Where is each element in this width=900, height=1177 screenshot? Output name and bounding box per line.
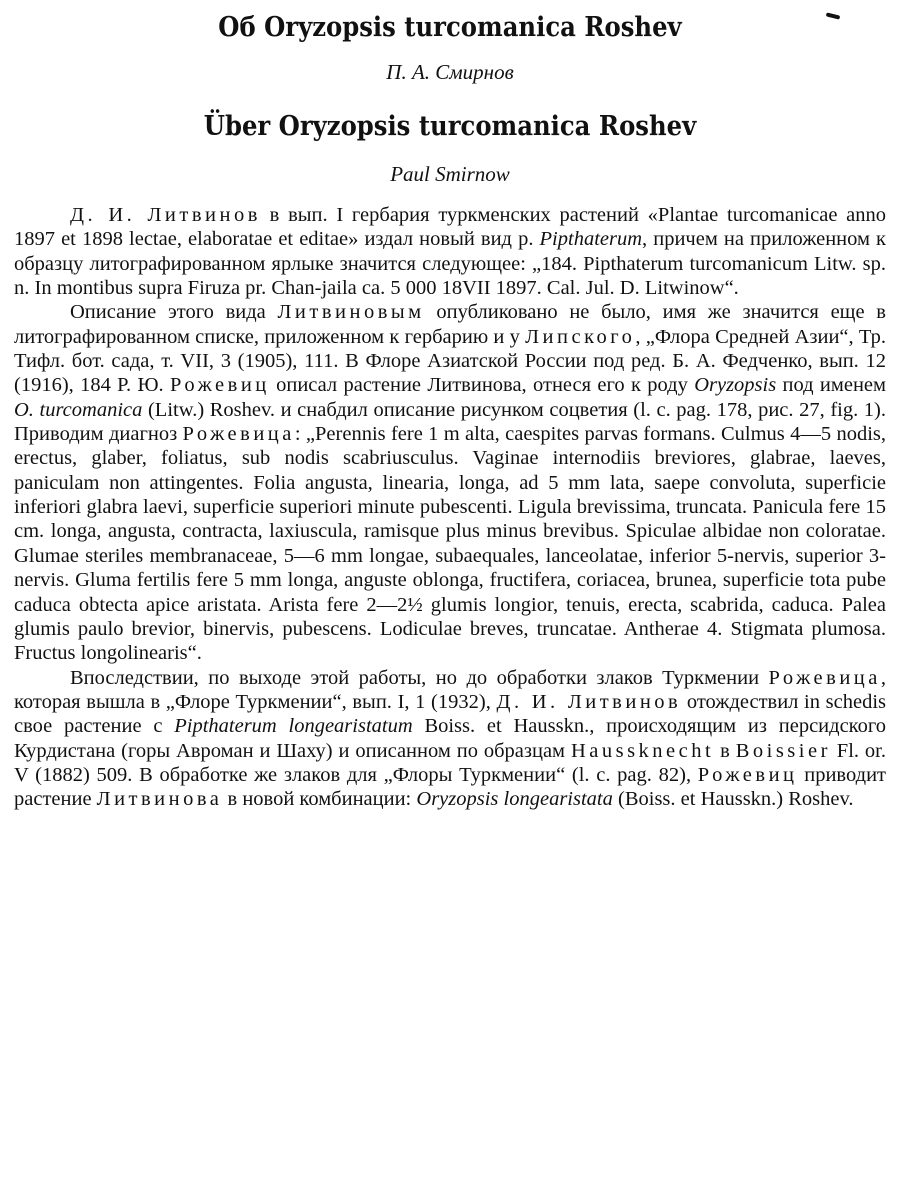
spaced-name: Литвиновым <box>277 301 425 324</box>
author-russian: П. А. Смирнов <box>386 60 514 84</box>
italic-taxon: Pipthaterum <box>539 228 643 251</box>
text: Описание этого вида <box>70 301 278 324</box>
author-german: Paul Smirnow <box>390 162 510 186</box>
spaced-name: Рожевиц <box>697 763 798 786</box>
spaced-name: Д. И. Литвинов <box>70 204 261 226</box>
italic-taxon: Oryzopsis <box>694 374 777 397</box>
paragraph-3 <box>14 666 886 812</box>
text: в новой комбинации: <box>222 788 417 811</box>
paragraph-1 <box>14 203 886 300</box>
title-german: Über Oryzopsis turcomanica Roshev <box>203 111 697 142</box>
text: под именем <box>776 374 887 397</box>
italic-taxon: Pipthaterum longearistatum <box>174 715 413 738</box>
text: приводит растение <box>14 763 886 811</box>
spaced-name: Д. И. Литвинов <box>496 690 682 713</box>
paragraph-2 <box>14 300 886 665</box>
text: , „Флора Средней Азии“, Тр. Тифл. бот. сада, т. VII, 3 (1905), 111. В Флоре Азиатской России под ред. Б. А. Федченко, вып. 12 (1916), 184 Р. Ю. <box>14 325 887 397</box>
spaced-name: Липского <box>525 325 636 348</box>
spaced-name: Рожевица <box>182 423 295 446</box>
text: в <box>714 739 736 762</box>
text: , причем на приложенном к образцу литографированном ярлыке значится следующее: „184. Pipthaterum turcomanicum Litw. sp. n. In montibus supra Firuza pr. Chan-jaila ca. 5 000 18VII 1897. Cal. Jul. D. Litwinow“. <box>14 228 887 300</box>
text: : „Perennis fere 1 m alta, caespites parvas formans. Culmus 4—5 nodis, erectus, glaber, foliatus, sub nodis scabriusculus. Vaginae internodiis breviores, glabrae, laeves, paniculam non attingentes. Folia angusta, linearia, longa, ad 5 mm lata, saepe convoluta, superficie inferiori glabra laevi, superficie superiori minute pubescenti. Ligula brevissima, truncata. Panicula fere 15 cm. longa, angusta, contracta, laxiuscula, ramisque plus minus brevibus. Spiculae albidae non coloratae. Glumae steriles membranaceae, 5—6 mm longae, subaequales, lanceolatae, inferior 5-nervis, superior 3-nervis. Gluma fertilis fere 5 mm longa, anguste oblonga, fructifera, coriacea, brunea, superficie tota pube caduca obtecta apice aristata. Arista fere 2—2½ glumis longior, tenuis, erecta, scabrida, caduca. Palea glumis paulo brevior, binervis, pubescens. Lodiculae breves, truncatae. Antherae 4. Stigmata plumosa. Fructus longolinearis“. <box>14 423 886 665</box>
title-russian: Об Oryzopsis turcomanica Roshev <box>218 12 682 43</box>
spaced-name: Рожевиц <box>170 374 270 397</box>
text: Впоследствии, по выходе этой работы, но до обработки злаков Туркмении <box>70 666 769 689</box>
text: опубликовано не было, имя же значится еще в литографированном списке, приложенном к гербарию и у <box>14 301 886 348</box>
text: (Litw.) Roshev. и снабдил описание рисунком соцветия (l. c. pag. 178, рис. 27, fig. 1). Приводим диагноз <box>14 398 887 446</box>
spaced-name: Литвинова <box>96 788 223 811</box>
text: Boiss. et Hausskn., происходящим из персидского Курдистана (горы Авроман и Шаху) и описанном по образцам <box>14 715 886 762</box>
spaced-name: Haussknecht <box>570 739 715 762</box>
text: Fl. or. V (1882) 509. В обработке же злаков для „Флоры Туркмении“ (l. c. pag. 82), <box>14 739 887 786</box>
spaced-name: Рожевица <box>768 666 881 689</box>
spaced-name: Boissier <box>735 739 831 762</box>
italic-taxon: O. turcomanica <box>14 398 143 421</box>
text: в вып. I гербария туркменских растений «Plantae turcomanicae anno 1897 et 1898 lectae, elaboratae et editae» издал новый вид р. <box>14 204 887 251</box>
text: , которая вышла в „Флоре Туркмении“, вып. I, 1 (1932), <box>14 666 886 713</box>
text: отождествил in schedis свое растение с <box>14 690 887 738</box>
text: описал растение Литвинова, отнеся его к роду <box>269 374 695 397</box>
text: (Boiss. et Hausskn.) Roshev. <box>612 788 854 811</box>
italic-taxon: Oryzopsis longearistata <box>416 788 613 811</box>
article-body <box>14 203 886 812</box>
